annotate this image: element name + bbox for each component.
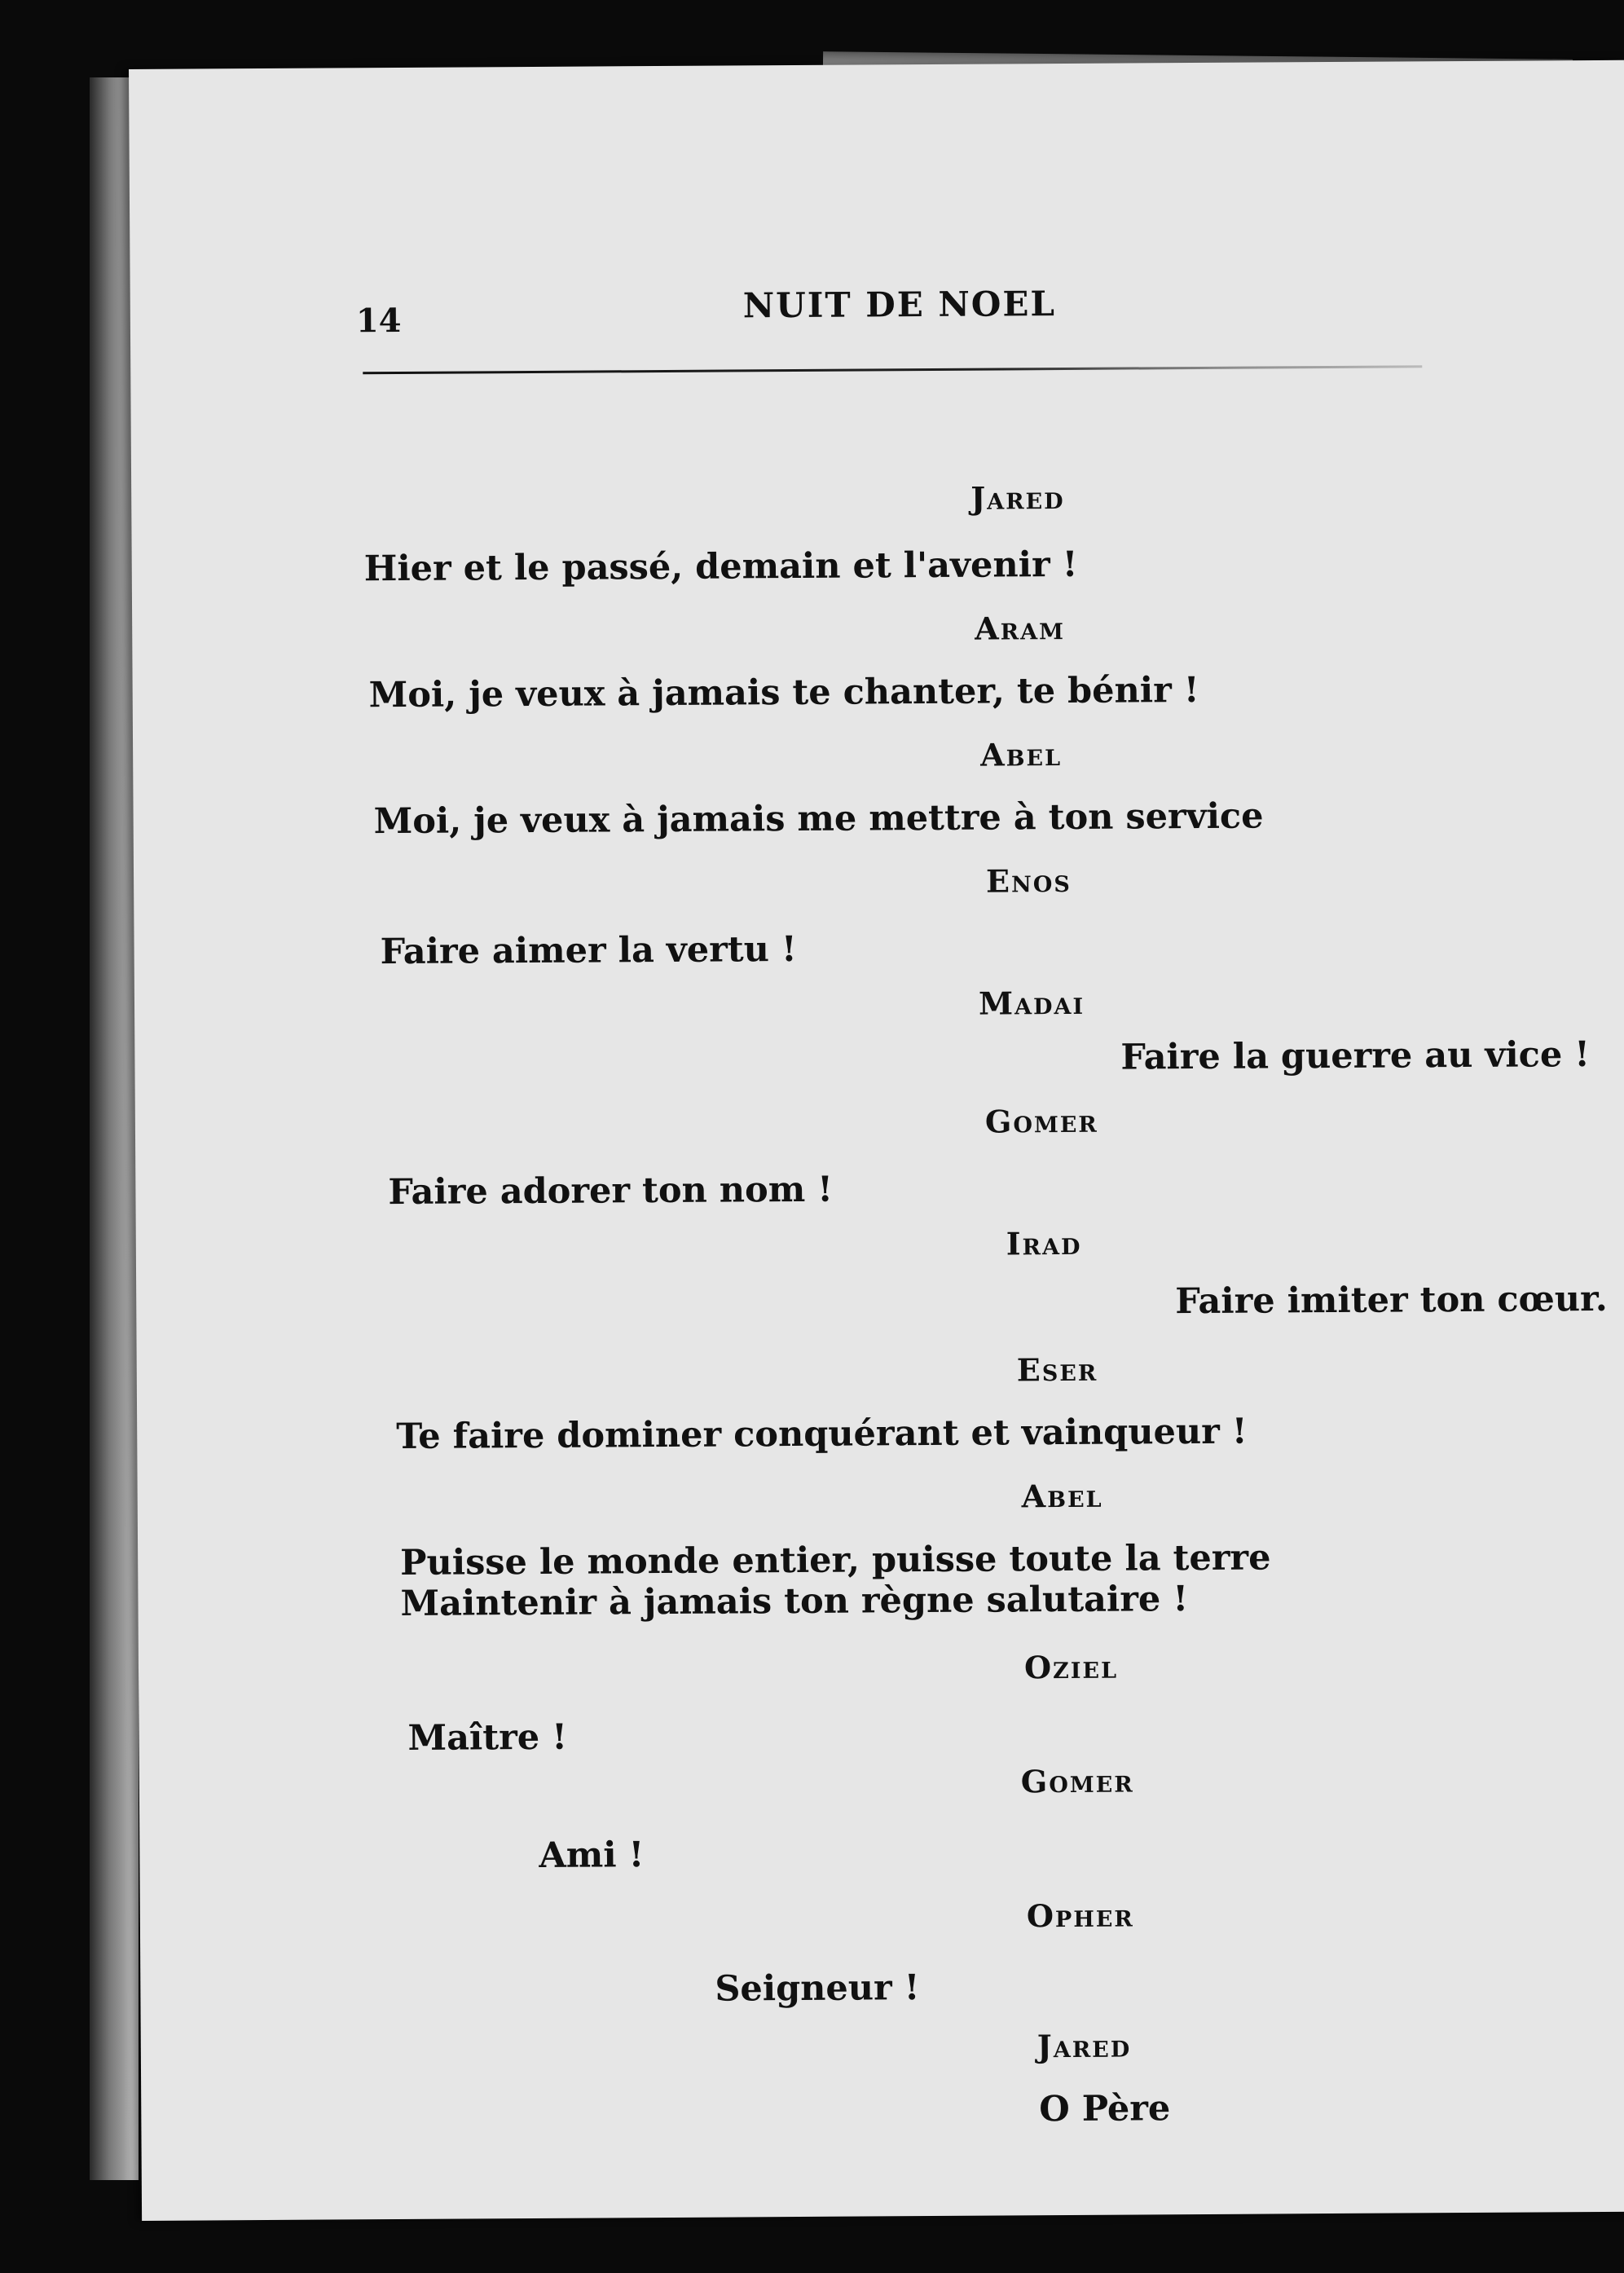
speaker-name: Jared xyxy=(970,478,1065,517)
verse-line: Moi, je veux à jamais me mettre à ton service xyxy=(373,795,1264,843)
speaker-name: Madai xyxy=(978,984,1085,1022)
verse-line: Te faire dominer conquérant et vainqueur ! xyxy=(396,1411,1248,1458)
page-number: 14 xyxy=(355,301,402,341)
verse-line: Ami ! xyxy=(539,1835,645,1876)
verse-line: Maître ! xyxy=(407,1716,568,1759)
speaker-name: Enos xyxy=(985,861,1072,900)
book-page xyxy=(129,60,1624,2221)
speaker-name: Oziel xyxy=(1023,1648,1119,1686)
verse-line: Faire imiter ton cœur. xyxy=(1175,1278,1608,1323)
verse-line: Faire adorer ton nom ! xyxy=(388,1169,834,1214)
speaker-name: Jared xyxy=(1036,2027,1132,2065)
speaker-name: Irad xyxy=(1006,1224,1082,1262)
verse-line: Hier et le passé, demain et l'avenir ! xyxy=(363,544,1078,590)
running-title: NUIT DE NOEL xyxy=(742,284,1057,326)
speaker-name: Opher xyxy=(1026,1896,1134,1935)
verse-line: Seigneur ! xyxy=(715,1967,920,2010)
verse-line: O Père xyxy=(1039,2088,1171,2130)
header-rule xyxy=(363,365,1422,374)
speaker-name: Abel xyxy=(980,736,1063,773)
verse-line: Faire la guerre au vice ! xyxy=(1120,1034,1591,1078)
verse-line: Puisse le monde entier, puisse toute la terre xyxy=(400,1537,1271,1584)
verse-line: Maintenir à jamais ton règne salutaire ! xyxy=(400,1579,1189,1624)
speaker-name: Eser xyxy=(1016,1350,1098,1389)
verse-line: Faire aimer la vertu ! xyxy=(380,929,797,973)
speaker-name: Gomer xyxy=(984,1102,1098,1140)
speaker-name: Aram xyxy=(975,609,1066,647)
verse-line: Moi, je veux à jamais te chanter, te bénir ! xyxy=(368,669,1199,716)
speaker-name: Abel xyxy=(1021,1477,1103,1515)
speaker-name: Gomer xyxy=(1020,1762,1134,1800)
